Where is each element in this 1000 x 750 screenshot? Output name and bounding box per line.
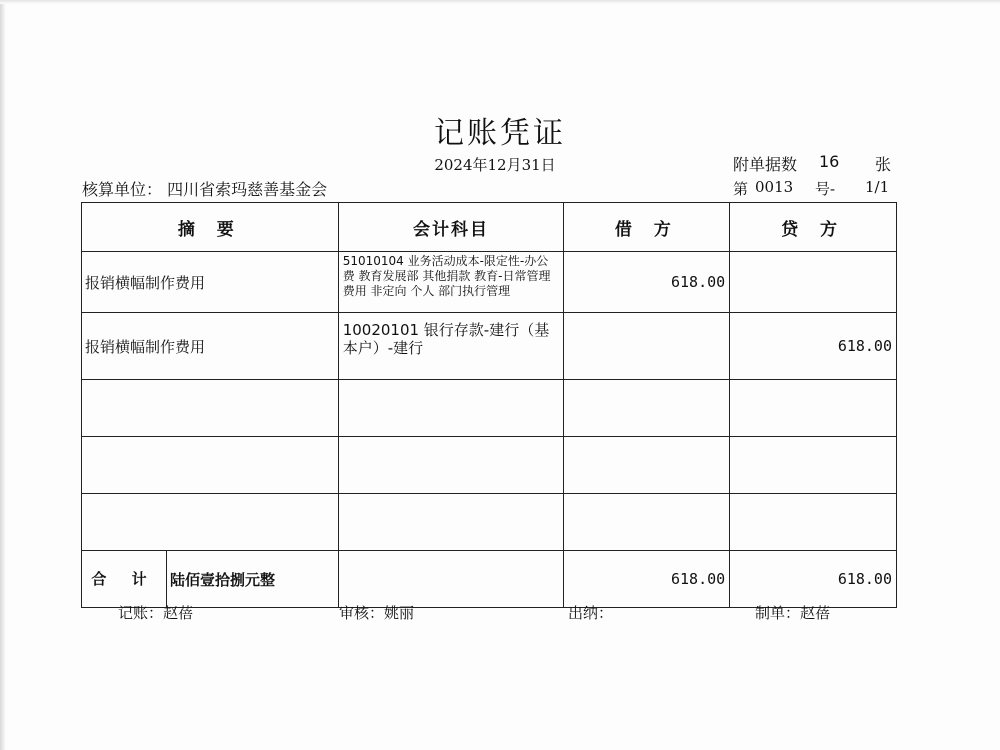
- row-summary: 报销横幅制作费用: [82, 252, 339, 313]
- header-credit: 贷 方: [730, 203, 897, 252]
- header-account: 会计科目: [338, 203, 564, 252]
- empty-cell: [338, 494, 564, 551]
- empty-cell: [82, 494, 339, 551]
- total-spacer: [338, 551, 564, 608]
- scan-edge-top: [0, 0, 1000, 4]
- row-credit: [730, 252, 897, 313]
- voucher-prefix: 第: [733, 180, 749, 198]
- empty-cell: [564, 380, 730, 437]
- header-debit: 借 方: [564, 203, 730, 252]
- table-row-empty: [82, 380, 897, 437]
- table-total-row: [82, 551, 897, 608]
- attachment-label: 附单据数: [733, 155, 798, 174]
- empty-cell: [82, 380, 339, 437]
- table-row-empty: [82, 494, 897, 551]
- total-debit: 618.00: [564, 551, 730, 608]
- header-summary: 摘 要: [82, 203, 339, 252]
- cashier: 出纳：: [568, 604, 614, 622]
- voucher-page: 1/1: [865, 178, 890, 196]
- total-cell: [82, 551, 339, 608]
- table-header-row: [82, 203, 897, 252]
- preparer: 制单：赵蓓: [755, 604, 831, 622]
- table-row: [82, 313, 897, 380]
- empty-cell: [564, 494, 730, 551]
- total-label: 合 计: [82, 551, 167, 607]
- attachment-unit: 张: [875, 155, 892, 174]
- empty-cell: [730, 380, 897, 437]
- empty-cell: [338, 380, 564, 437]
- voucher-title: 记账凭证: [434, 116, 566, 151]
- attachment-value: 16: [819, 152, 840, 171]
- row-credit: 618.00: [730, 313, 897, 380]
- signature-footer: [0, 602, 1000, 624]
- empty-cell: [730, 437, 897, 494]
- total-amount-words: 陆佰壹拾捌元整: [170, 570, 276, 589]
- bookkeeper: 记账：赵蓓: [118, 604, 194, 622]
- empty-cell: [82, 437, 339, 494]
- row-debit: [564, 313, 730, 380]
- accounting-unit: 核算单位： 四川省索玛慈善基金会: [82, 180, 328, 199]
- table-row: [82, 252, 897, 313]
- empty-cell: [564, 437, 730, 494]
- row-account: 10020101 银行存款-建行（基本户）-建行: [338, 313, 564, 380]
- reviewer: 审核：姚丽: [339, 604, 415, 622]
- empty-cell: [338, 437, 564, 494]
- voucher-number-value: 0013: [755, 178, 794, 196]
- row-debit: 618.00: [564, 252, 730, 313]
- voucher-date: 2024年12月31日: [434, 156, 556, 174]
- voucher-suffix: 号-: [815, 180, 836, 198]
- row-account: 51010104 业务活动成本-限定性-办公费 教育发展部 其他捐款 教育-日常管理费用 非定向 个人 部门执行管理: [338, 252, 564, 313]
- voucher-number: [733, 178, 895, 199]
- voucher-table: [81, 202, 897, 608]
- total-credit: 618.00: [730, 551, 897, 608]
- empty-cell: [730, 494, 897, 551]
- attachment-count: [733, 152, 891, 175]
- row-summary: 报销横幅制作费用: [82, 313, 339, 380]
- table-row-empty: [82, 437, 897, 494]
